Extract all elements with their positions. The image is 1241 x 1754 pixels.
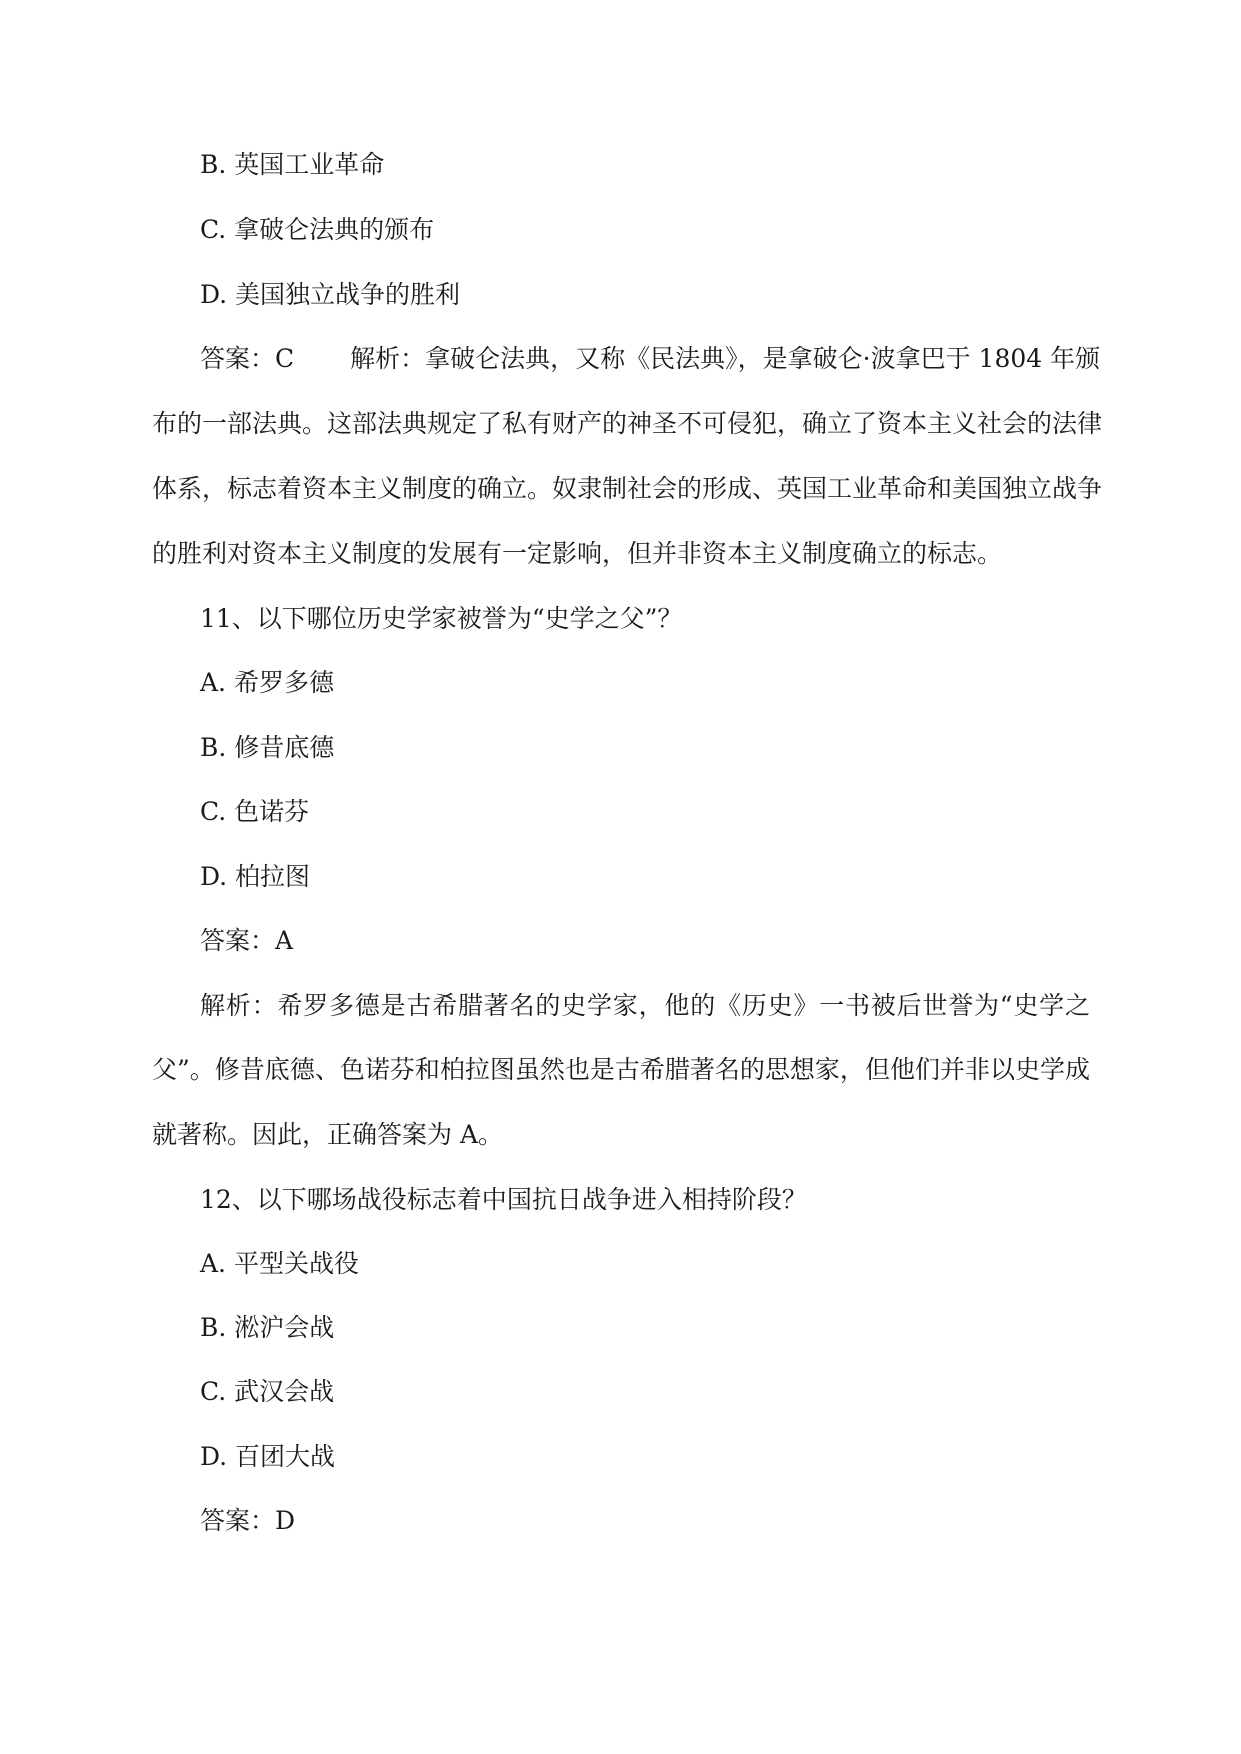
- q11-explanation-line-1: 解析：希罗多德是古希腊著名的史学家，他的《历史》一书被后世誉为“史学之: [200, 991, 1090, 1020]
- q10-explanation-line-3: 体系，标志着资本主义制度的确立。奴隶制社会的形成、英国工业革命和美国独立战争: [152, 474, 1103, 503]
- q12-option-c: C. 武汉会战: [200, 1377, 335, 1406]
- q12-question: 12、以下哪场战役标志着中国抗日战争进入相持阶段？: [200, 1185, 807, 1214]
- q11-explanation-line-3: 就著称。因此，正确答案为 A。: [152, 1120, 504, 1149]
- q10-explanation-line-2: 布的一部法典。这部法典规定了私有财产的神圣不可侵犯，确立了资本主义社会的法律: [152, 409, 1103, 438]
- q11-question: 11、以下哪位历史学家被誉为“史学之父”？: [200, 604, 683, 633]
- q11-option-b: B. 修昔底德: [200, 733, 335, 762]
- q12-option-a: A. 平型关战役: [200, 1249, 359, 1278]
- q10-explanation-line-1: 解析：拿破仑法典，又称《民法典》，是拿破仑·波拿巴于 1804 年颁: [350, 344, 1101, 373]
- q11-explanation-line-2: 父”。修昔底德、色诺芬和柏拉图虽然也是古希腊著名的思想家，但他们并非以史学成: [152, 1055, 1090, 1084]
- q11-option-d: D. 柏拉图: [200, 862, 311, 891]
- q10-option-d: D. 美国独立战争的胜利: [200, 280, 461, 309]
- q11-option-a: A. 希罗多德: [200, 668, 334, 697]
- q10-explanation-line-4: 的胜利对资本主义制度的发展有一定影响，但并非资本主义制度确立的标志。: [152, 539, 1003, 568]
- q12-answer: 答案：D: [200, 1506, 296, 1535]
- q10-answer: 答案：C: [200, 344, 295, 373]
- q12-option-d: D. 百团大战: [200, 1442, 336, 1471]
- q10-answer-row: [200, 344, 1100, 374]
- q10-option-b: B. 英国工业革命: [200, 150, 385, 179]
- q10-option-c: C. 拿破仑法典的颁布: [200, 215, 435, 244]
- q11-option-c: C. 色诺芬: [200, 797, 310, 826]
- q11-answer: 答案：A: [200, 926, 294, 955]
- q12-option-b: B. 淞沪会战: [200, 1313, 335, 1342]
